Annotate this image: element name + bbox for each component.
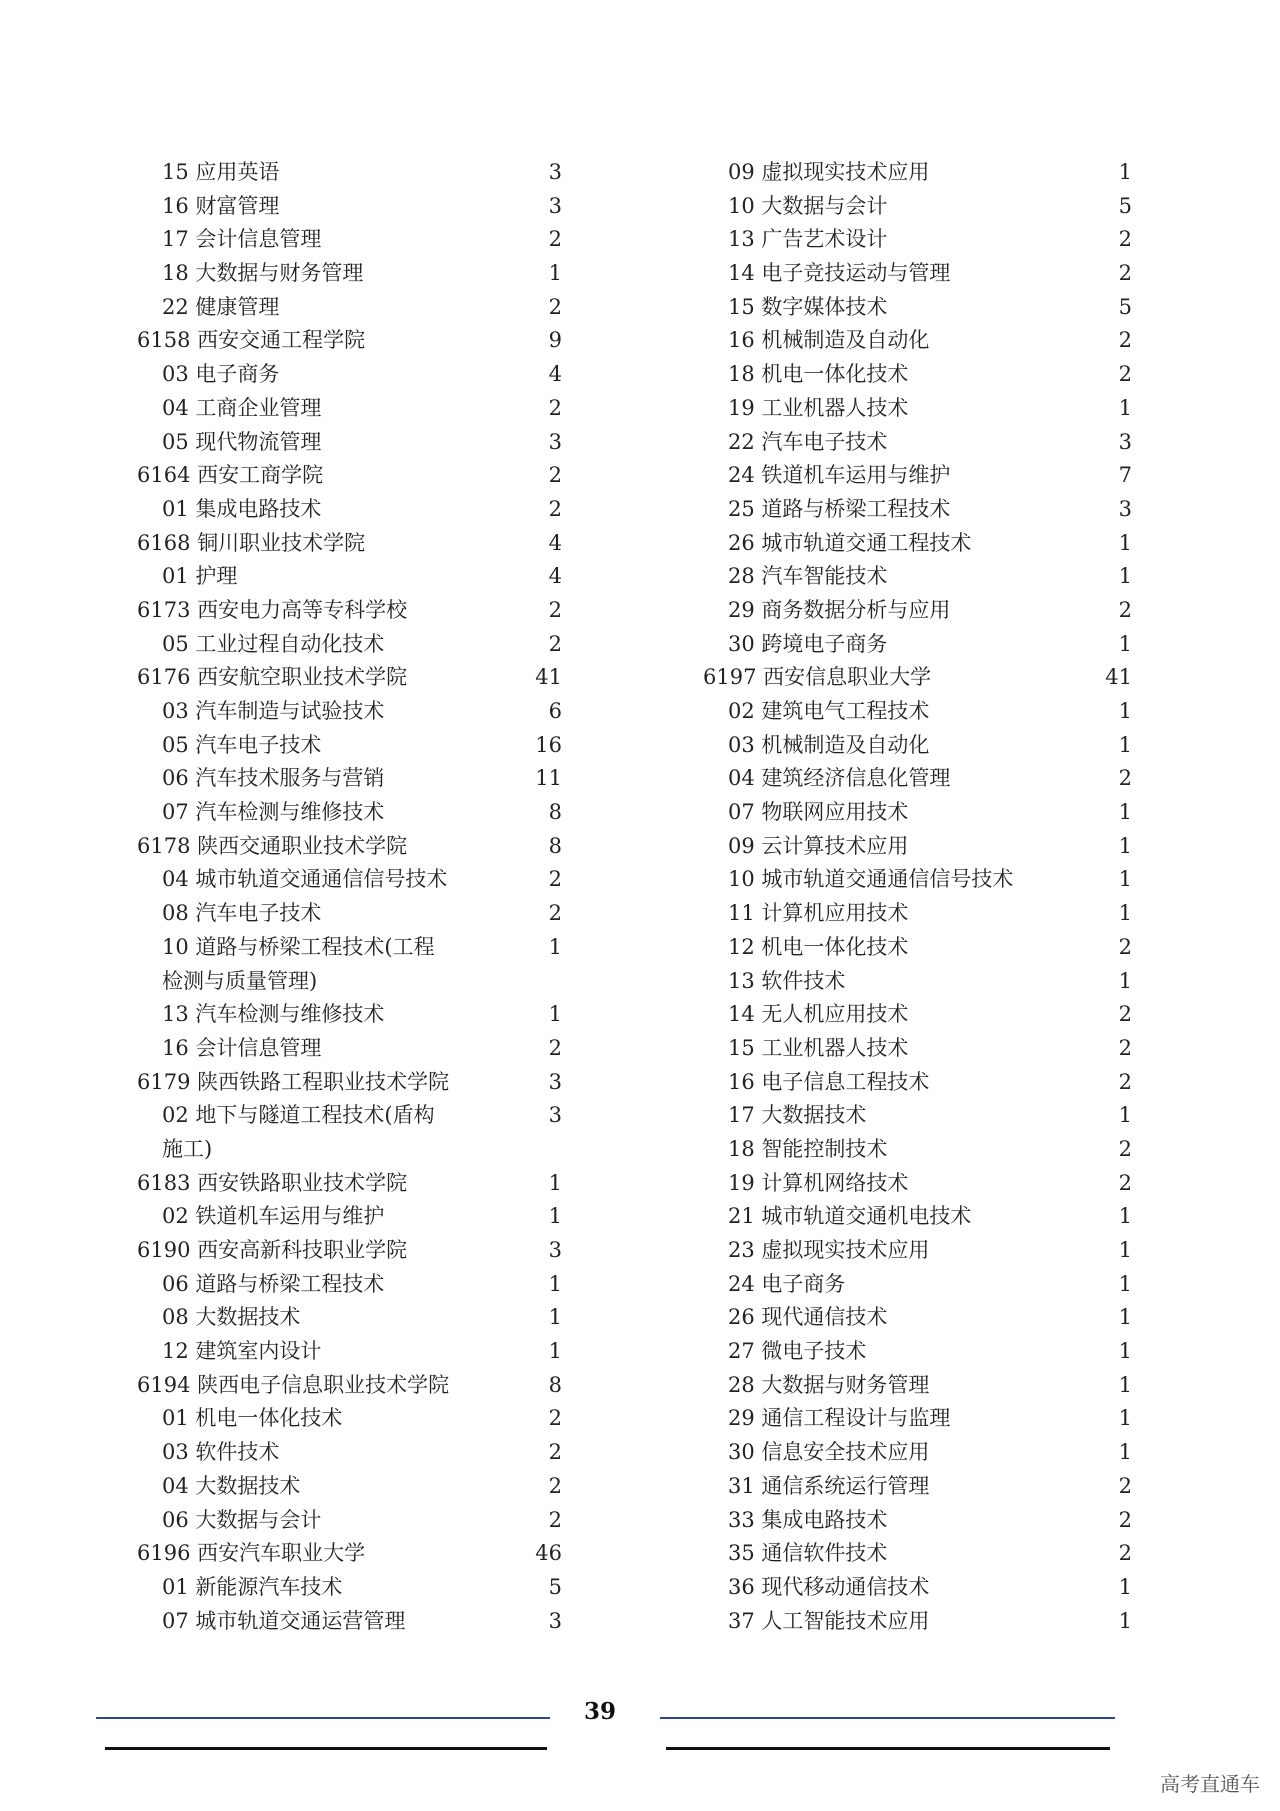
- program-row: [162, 1605, 562, 1639]
- quota-count: 1: [548, 1339, 562, 1364]
- quota-count: 1: [548, 1271, 562, 1296]
- program-row: [162, 762, 562, 796]
- quota-count: 1: [1118, 968, 1132, 993]
- program-name: 16 会计信息管理: [162, 1035, 322, 1060]
- program-row: [162, 1335, 562, 1369]
- program-row: [162, 1099, 562, 1166]
- program-name: 03 电子商务: [162, 362, 280, 387]
- program-name: 03 软件技术: [162, 1440, 280, 1465]
- program-name: 01 新能源汽车技术: [162, 1574, 343, 1599]
- quota-count: 1: [1118, 631, 1132, 656]
- quota-count: 1: [1118, 1238, 1132, 1262]
- program-name: 03 汽车制造与试验技术: [162, 699, 385, 723]
- school-name: 6179 陕西铁路工程职业技术学院: [137, 1069, 450, 1094]
- quota-count: 2: [1118, 1507, 1132, 1532]
- school-name: 6183 西安铁路职业技术学院: [137, 1170, 408, 1195]
- school-row: [137, 1066, 562, 1100]
- program-row: [728, 1301, 1132, 1335]
- quota-count: 2: [548, 631, 562, 656]
- quota-count: 1: [1118, 530, 1132, 555]
- quota-count: 2: [1118, 1035, 1132, 1060]
- program-row: [728, 695, 1132, 729]
- program-row: [162, 1470, 562, 1504]
- quota-count: 2: [1118, 934, 1132, 959]
- school-name: 6158 西安交通工程学院: [137, 328, 366, 353]
- school-name: 6164 西安工商学院: [137, 463, 324, 488]
- quota-count: 1: [1118, 1608, 1132, 1633]
- program-row: [162, 156, 562, 190]
- quota-count: 46: [535, 1541, 562, 1566]
- program-name: 06 大数据与会计: [162, 1507, 322, 1532]
- program-row: [162, 1571, 562, 1605]
- program-row: [728, 729, 1132, 763]
- program-name: 13 汽车检测与维修技术: [162, 1002, 385, 1027]
- program-row: [728, 190, 1132, 224]
- program-name: 12 建筑室内设计: [162, 1339, 322, 1364]
- program-name: 36 现代移动通信技术: [728, 1574, 930, 1599]
- program-name: 06 道路与桥梁工程技术: [162, 1271, 385, 1296]
- quota-count: 3: [548, 1608, 562, 1633]
- quota-count: 3: [1118, 496, 1132, 521]
- program-name: 12 机电一体化技术: [728, 934, 909, 959]
- program-name: 04 大数据技术: [162, 1473, 301, 1498]
- quota-count: 1: [1118, 1103, 1132, 1128]
- quota-count: 41: [1105, 665, 1132, 690]
- program-name: 10 城市轨道交通通信信号技术: [728, 867, 1014, 892]
- program-row: [162, 560, 562, 594]
- school-name: 6197 西安信息职业大学: [703, 665, 932, 690]
- program-row: [162, 863, 562, 897]
- program-row: [728, 965, 1132, 999]
- program-row: [728, 931, 1132, 965]
- quota-count: 4: [548, 530, 562, 555]
- quota-count: 6: [548, 699, 562, 723]
- watermark: 高考直通车: [1160, 1772, 1260, 1796]
- program-row: [728, 1268, 1132, 1302]
- program-row: [162, 257, 562, 291]
- program-row: [162, 931, 562, 998]
- program-row: [728, 998, 1132, 1032]
- quota-count: 1: [1118, 800, 1132, 825]
- program-row: [728, 594, 1132, 628]
- program-name: 28 汽车智能技术: [728, 564, 888, 589]
- quota-count: 1: [1118, 732, 1132, 757]
- program-name: 22 健康管理: [162, 294, 280, 319]
- school-row: [137, 661, 562, 695]
- program-row: [728, 1436, 1132, 1470]
- program-name: 13 广告艺术设计: [728, 227, 888, 252]
- quota-count: 3: [548, 429, 562, 454]
- quota-count: 8: [548, 800, 562, 825]
- page-footer: [0, 1690, 1280, 1750]
- school-row: [137, 324, 562, 358]
- quota-count: 2: [548, 496, 562, 521]
- page-number: 39: [583, 1698, 616, 1725]
- quota-count: 2: [548, 901, 562, 926]
- quota-count: 3: [548, 193, 562, 218]
- quota-count: 1: [548, 1170, 562, 1195]
- quota-count: 2: [1118, 766, 1132, 791]
- quota-count: 16: [535, 732, 562, 757]
- program-row: [728, 1402, 1132, 1436]
- quota-count: 1: [1118, 1574, 1132, 1599]
- quota-count: 1: [1118, 833, 1132, 858]
- program-row: [162, 358, 562, 392]
- program-name: 26 城市轨道交通工程技术: [728, 530, 972, 555]
- quota-count: 1: [1118, 564, 1132, 589]
- program-row: [162, 1032, 562, 1066]
- program-row: [728, 1234, 1132, 1268]
- program-name: 01 机电一体化技术: [162, 1406, 343, 1431]
- program-name: 37 人工智能技术应用: [728, 1608, 930, 1633]
- program-row: [162, 998, 562, 1032]
- program-name: 15 工业机器人技术: [728, 1035, 909, 1060]
- program-name: 04 工商企业管理: [162, 395, 322, 420]
- program-name: 19 工业机器人技术: [728, 395, 909, 420]
- program-name: 09 云计算技术应用: [728, 833, 909, 858]
- program-row: [728, 223, 1132, 257]
- program-name: 31 通信系统运行管理: [728, 1473, 930, 1498]
- quota-count: 2: [548, 1406, 562, 1431]
- program-row: [728, 1369, 1132, 1403]
- quota-count: 2: [1118, 1002, 1132, 1027]
- program-name: 19 计算机网络技术: [728, 1170, 909, 1195]
- program-name: 25 道路与桥梁工程技术: [728, 496, 951, 521]
- quota-count: 2: [1118, 597, 1132, 622]
- program-name: 27 微电子技术: [728, 1339, 867, 1364]
- quota-count: 2: [548, 227, 562, 252]
- program-name: 30 跨境电子商务: [728, 631, 888, 656]
- school-name: 6173 西安电力高等专科学校: [137, 597, 408, 622]
- quota-count: 2: [548, 1440, 562, 1465]
- program-row: [728, 1200, 1132, 1234]
- quota-count: 1: [1118, 901, 1132, 926]
- quota-count: 2: [1118, 1069, 1132, 1094]
- school-name: 6178 陕西交通职业技术学院: [137, 833, 408, 858]
- program-name: 07 城市轨道交通运营管理: [162, 1608, 406, 1633]
- program-name: 07 汽车检测与维修技术: [162, 800, 385, 825]
- program-row: [162, 291, 562, 325]
- quota-count: 2: [548, 1473, 562, 1498]
- program-name: 18 智能控制技术: [728, 1136, 888, 1161]
- right-column: [703, 156, 1132, 1638]
- program-row: [162, 1436, 562, 1470]
- program-name: 26 现代通信技术: [728, 1305, 888, 1330]
- program-name: 33 集成电路技术: [728, 1507, 888, 1532]
- quota-count: 2: [1118, 261, 1132, 286]
- program-row: [728, 560, 1132, 594]
- program-name: 16 电子信息工程技术: [728, 1069, 930, 1094]
- program-row: [728, 1470, 1132, 1504]
- program-row: [162, 729, 562, 763]
- quota-count: 11: [535, 766, 562, 791]
- school-name: 6190 西安高新科技职业学院: [137, 1238, 408, 1263]
- program-name: 16 财富管理: [162, 193, 280, 218]
- program-row: [728, 1032, 1132, 1066]
- program-row: [728, 324, 1132, 358]
- program-name: 22 汽车电子技术: [728, 429, 888, 454]
- quota-count: 1: [1118, 160, 1132, 184]
- quota-count: 2: [1118, 1541, 1132, 1566]
- program-name: 02 铁道机车运用与维护: [162, 1204, 385, 1229]
- quota-count: 2: [1118, 1170, 1132, 1195]
- school-name: 6196 西安汽车职业大学: [137, 1541, 366, 1566]
- program-row: [162, 897, 562, 931]
- quota-count: 7: [1118, 463, 1132, 488]
- quota-count: 2: [548, 294, 562, 319]
- program-name: 03 机械制造及自动化: [728, 732, 930, 757]
- program-name: 17 会计信息管理: [162, 227, 322, 252]
- quota-count: 2: [1118, 1473, 1132, 1498]
- school-row: [137, 594, 562, 628]
- footer-rule-left-black: [105, 1747, 547, 1750]
- quota-count: 3: [548, 160, 562, 184]
- program-row: [162, 796, 562, 830]
- program-name: 02 建筑电气工程技术: [728, 699, 930, 723]
- program-name: 04 建筑经济信息化管理: [728, 766, 951, 791]
- program-name: 10 大数据与会计: [728, 193, 888, 218]
- program-name: 16 机械制造及自动化: [728, 328, 930, 353]
- program-name: 18 大数据与财务管理: [162, 261, 364, 286]
- program-row: [162, 1504, 562, 1538]
- program-row: [162, 493, 562, 527]
- quota-count: 8: [548, 833, 562, 858]
- quota-count: 4: [548, 362, 562, 387]
- program-name: 17 大数据技术: [728, 1103, 867, 1128]
- school-row: [137, 1234, 562, 1268]
- program-name: 05 现代物流管理: [162, 429, 322, 454]
- quota-count: 1: [548, 1305, 562, 1330]
- program-name: 10 道路与桥梁工程技术(工程检测与质量管理): [162, 934, 435, 993]
- quota-count: 1: [1118, 1305, 1132, 1330]
- program-row: [728, 830, 1132, 864]
- program-name: 02 地下与隧道工程技术(盾构施工): [162, 1103, 435, 1161]
- program-row: [728, 493, 1132, 527]
- quota-count: 4: [548, 564, 562, 589]
- quota-count: 1: [1118, 867, 1132, 892]
- program-row: [162, 190, 562, 224]
- school-name: 6168 铜川职业技术学院: [137, 530, 366, 555]
- program-row: [728, 426, 1132, 460]
- quota-count: 3: [548, 1238, 562, 1263]
- program-name: 13 软件技术: [728, 968, 846, 993]
- quota-count: 1: [1118, 699, 1132, 723]
- program-row: [728, 1335, 1132, 1369]
- program-row: [728, 527, 1132, 561]
- program-name: 11 计算机应用技术: [728, 901, 909, 926]
- quota-count: 1: [1118, 1339, 1132, 1364]
- program-name: 01 护理: [162, 564, 238, 589]
- quota-count: 5: [1118, 193, 1132, 218]
- school-row: [137, 527, 562, 561]
- program-row: [728, 156, 1132, 190]
- program-row: [162, 1402, 562, 1436]
- program-row: [162, 1268, 562, 1302]
- school-row: [137, 459, 562, 493]
- quota-count: 9: [548, 328, 562, 353]
- program-row: [728, 291, 1132, 325]
- program-row: [728, 762, 1132, 796]
- program-name: 09 虚拟现实技术应用: [728, 160, 930, 184]
- school-row: [137, 830, 562, 864]
- program-row: [728, 1605, 1132, 1639]
- program-row: [728, 1099, 1132, 1133]
- quota-count: 3: [548, 1103, 562, 1128]
- program-name: 08 大数据技术: [162, 1305, 301, 1330]
- quota-count: 1: [1118, 1440, 1132, 1465]
- program-row: [728, 1133, 1132, 1167]
- program-name: 15 数字媒体技术: [728, 294, 888, 319]
- program-row: [728, 1066, 1132, 1100]
- program-name: 24 铁道机车运用与维护: [728, 463, 951, 488]
- program-name: 21 城市轨道交通机电技术: [728, 1204, 972, 1229]
- program-name: 05 工业过程自动化技术: [162, 631, 385, 656]
- quota-count: 3: [548, 1069, 562, 1094]
- quota-count: 5: [548, 1574, 562, 1599]
- program-row: [728, 1537, 1132, 1571]
- program-row: [728, 459, 1132, 493]
- program-row: [162, 1301, 562, 1335]
- program-row: [728, 897, 1132, 931]
- program-name: 23 虚拟现实技术应用: [728, 1238, 930, 1262]
- program-row: [728, 257, 1132, 291]
- program-row: [162, 1200, 562, 1234]
- program-row: [162, 695, 562, 729]
- quota-count: 41: [535, 665, 562, 690]
- program-row: [728, 1571, 1132, 1605]
- footer-rule-right-black: [666, 1747, 1110, 1750]
- program-name: 29 商务数据分析与应用: [728, 597, 951, 622]
- quota-count: 5: [1118, 294, 1132, 319]
- quota-count: 8: [548, 1372, 562, 1397]
- school-row: [137, 1537, 562, 1571]
- school-row: [703, 661, 1132, 695]
- program-name: 15 应用英语: [162, 160, 280, 184]
- school-name: 6194 陕西电子信息职业技术学院: [137, 1372, 450, 1397]
- program-row: [162, 223, 562, 257]
- program-row: [728, 358, 1132, 392]
- school-name: 6176 西安航空职业技术学院: [137, 665, 408, 690]
- quota-count: 3: [1118, 429, 1132, 454]
- quota-count: 1: [1118, 395, 1132, 420]
- quota-count: 2: [1118, 1136, 1132, 1161]
- quota-count: 1: [548, 1002, 562, 1027]
- program-name: 08 汽车电子技术: [162, 901, 322, 926]
- program-row: [728, 1167, 1132, 1201]
- school-row: [137, 1167, 562, 1201]
- program-name: 14 电子竞技运动与管理: [728, 261, 951, 286]
- quota-count: 2: [548, 395, 562, 420]
- program-name: 28 大数据与财务管理: [728, 1372, 930, 1397]
- left-column: [137, 156, 562, 1638]
- quota-count: 1: [1118, 1372, 1132, 1397]
- program-name: 24 电子商务: [728, 1271, 846, 1296]
- program-name: 04 城市轨道交通通信信号技术: [162, 867, 448, 892]
- footer-rule-left-blue: [96, 1717, 550, 1719]
- quota-count: 1: [1118, 1204, 1132, 1229]
- program-name: 29 通信工程设计与监理: [728, 1406, 951, 1431]
- quota-count: 2: [1118, 328, 1132, 353]
- program-row: [162, 392, 562, 426]
- program-name: 05 汽车电子技术: [162, 732, 322, 757]
- program-name: 30 信息安全技术应用: [728, 1440, 930, 1465]
- program-name: 06 汽车技术服务与营销: [162, 766, 385, 791]
- quota-count: 2: [548, 463, 562, 488]
- school-row: [137, 1369, 562, 1403]
- quota-count: 1: [548, 261, 562, 286]
- program-name: 14 无人机应用技术: [728, 1002, 909, 1027]
- quota-count: 2: [548, 1035, 562, 1060]
- quota-count: 2: [1118, 227, 1132, 252]
- program-name: 01 集成电路技术: [162, 496, 322, 521]
- quota-count: 1: [1118, 1406, 1132, 1431]
- program-name: 35 通信软件技术: [728, 1541, 888, 1566]
- quota-count: 2: [548, 1507, 562, 1532]
- program-row: [728, 796, 1132, 830]
- quota-count: 2: [548, 867, 562, 892]
- quota-count: 1: [548, 1204, 562, 1229]
- quota-count: 2: [1118, 362, 1132, 387]
- program-row: [162, 426, 562, 460]
- program-name: 07 物联网应用技术: [728, 800, 909, 825]
- footer-rule-right-blue: [660, 1717, 1115, 1719]
- program-row: [728, 628, 1132, 662]
- program-row: [162, 628, 562, 662]
- program-row: [728, 1504, 1132, 1538]
- quota-count: 2: [548, 597, 562, 622]
- quota-count: 1: [548, 934, 562, 959]
- program-row: [728, 863, 1132, 897]
- program-row: [728, 392, 1132, 426]
- quota-count: 1: [1118, 1271, 1132, 1296]
- program-name: 18 机电一体化技术: [728, 362, 909, 387]
